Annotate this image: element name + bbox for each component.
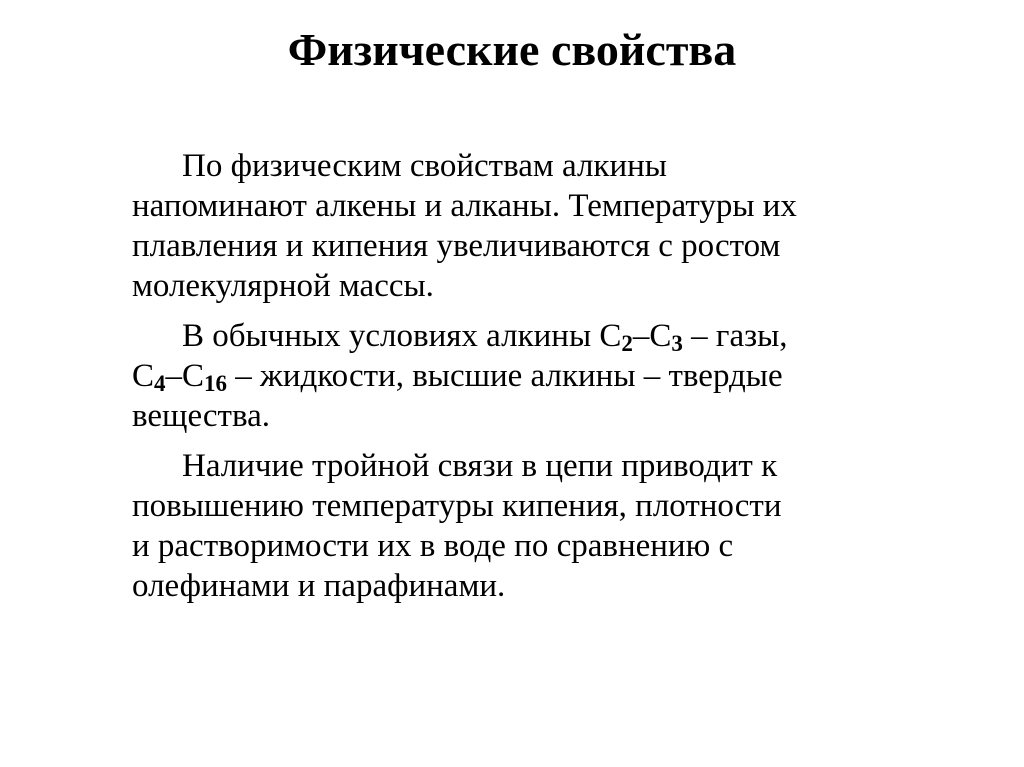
subscript: 16 (204, 371, 228, 396)
subscript: 3 (671, 331, 683, 356)
subscript: 2 (621, 331, 633, 356)
text-fragment: C (132, 358, 155, 394)
slide-title: Физические свойства (287, 24, 737, 75)
text-fragment: – жидкости, высшие алкины – твердые (227, 358, 783, 394)
text-fragment: В обычных условиях алкины C (182, 318, 622, 354)
paragraph-triple-bond-effect (132, 446, 952, 606)
text-line (132, 356, 952, 396)
text-line: олефинами и парафинами. (132, 568, 506, 604)
text-line: повышению температуры кипения, плотности (132, 488, 782, 524)
text-fragment: –C (632, 318, 672, 354)
text-line (132, 316, 952, 356)
slide-body (132, 146, 952, 616)
text-line: и растворимости их в воде по сравнению с (132, 528, 734, 564)
paragraph-states-of-matter (132, 316, 952, 436)
text-fragment: –C (165, 358, 205, 394)
text-line: плавления и кипения увеличиваются с ростом (132, 228, 781, 264)
text-line: вещества. (132, 398, 271, 434)
text-fragment: – газы, (682, 318, 788, 354)
subscript: 4 (154, 371, 166, 396)
text-line: молекулярной массы. (132, 268, 434, 304)
text-line: По физическим свойствам алкины (182, 148, 667, 184)
paragraph-physical-similarity (132, 146, 952, 306)
text-line: Наличие тройной связи в цепи приводит к (182, 448, 778, 484)
text-line: напоминают алкены и алканы. Температуры их (132, 188, 797, 224)
